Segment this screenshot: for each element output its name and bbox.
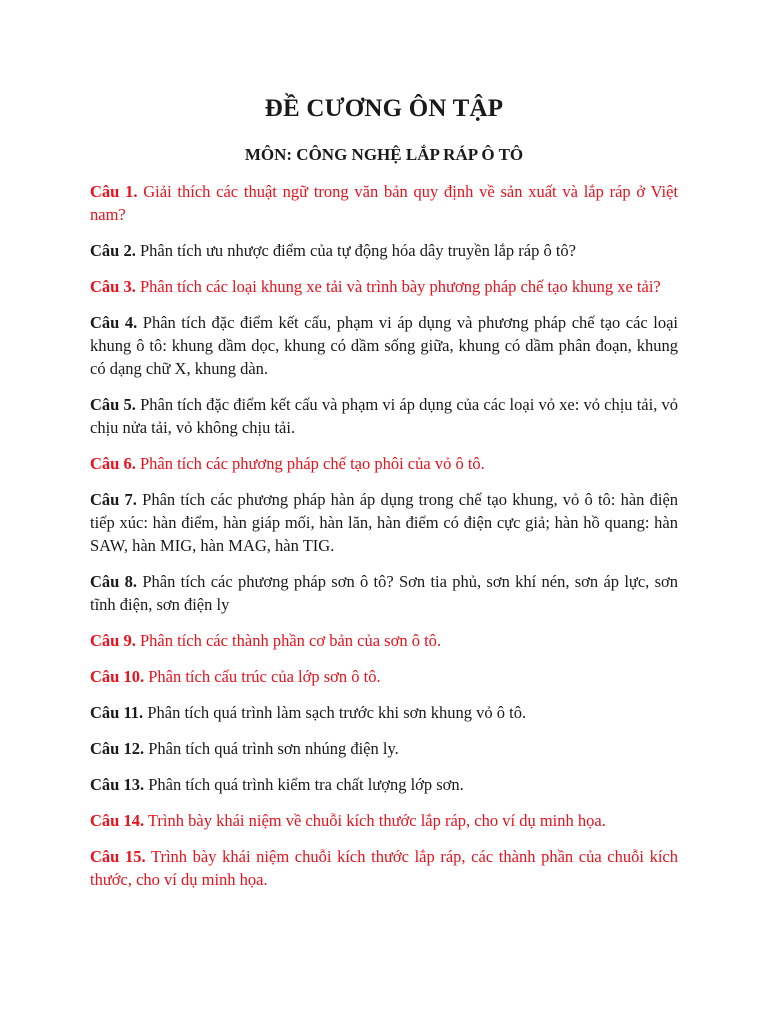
question-11 xyxy=(90,701,678,724)
question-label: Câu 2. xyxy=(90,241,136,260)
question-text: Phân tích các phương pháp sơn ô tô? Sơn tia phủ, sơn khí nén, sơn áp lực, sơn tĩnh điện, sơn điện ly xyxy=(90,572,679,614)
question-label: Câu 3. xyxy=(90,277,136,296)
question-text: Phân tích quá trình kiểm tra chất lượng lớp sơn. xyxy=(148,775,464,794)
question-9 xyxy=(90,629,678,652)
question-text: Phân tích đặc điểm kết cấu, phạm vi áp dụng và phương pháp chế tạo các loại khung ô tô: khung dầm dọc, khung có dầm sống giữa, khung có dầm phân đoạn, khung có dạng chữ X, khung dàn. xyxy=(90,313,679,378)
question-15 xyxy=(90,845,678,891)
question-14 xyxy=(90,809,678,832)
question-label: Câu 15. xyxy=(90,847,146,866)
question-label: Câu 11. xyxy=(90,703,144,722)
question-4 xyxy=(90,311,678,380)
question-list xyxy=(90,180,678,891)
question-label: Câu 4. xyxy=(90,313,138,332)
question-12 xyxy=(90,737,678,760)
question-text: Phân tích quá trình làm sạch trước khi sơn khung vỏ ô tô. xyxy=(147,703,527,722)
question-10 xyxy=(90,665,678,688)
question-label: Câu 10. xyxy=(90,667,145,686)
question-6 xyxy=(90,452,678,475)
question-1 xyxy=(90,180,678,226)
question-text: Phân tích đặc điểm kết cấu và phạm vi áp dụng của các loại vỏ xe: vỏ chịu tải, vỏ chịu nửa tải, vỏ không chịu tải. xyxy=(90,395,679,437)
document-subtitle: MÔN: CÔNG NGHỆ LẮP RÁP Ô TÔ xyxy=(244,145,524,164)
question-text: Phân tích các phương pháp hàn áp dụng trong chế tạo khung, vỏ ô tô: hàn điện tiếp xúc: hàn điểm, hàn giáp mối, hàn lăn, hàn điểm có điện cực giả; hàn hồ quang: hàn SAW, hàn MIG, hàn MAG, hàn TIG. xyxy=(90,490,679,555)
question-label: Câu 13. xyxy=(90,775,145,794)
question-text: Trình bày khái niệm chuỗi kích thước lắp ráp, các thành phần của chuỗi kích thước, cho ví dụ minh họa. xyxy=(90,847,679,889)
question-7 xyxy=(90,488,678,557)
question-text: Giải thích các thuật ngữ trong văn bản quy định về sản xuất và lắp ráp ở Việt nam? xyxy=(90,182,679,224)
question-label: Câu 9. xyxy=(90,631,136,650)
question-2 xyxy=(90,239,678,262)
question-label: Câu 6. xyxy=(90,454,136,473)
question-text: Trình bày khái niệm về chuỗi kích thước lắp ráp, cho ví dụ minh họa. xyxy=(147,811,606,830)
question-13 xyxy=(90,773,678,796)
question-5 xyxy=(90,393,678,439)
question-label: Câu 8. xyxy=(90,572,138,591)
question-text: Phân tích cấu trúc của lớp sơn ô tô. xyxy=(148,667,381,686)
question-3 xyxy=(90,275,678,298)
question-label: Câu 7. xyxy=(90,490,137,509)
document-title: ĐỀ CƯƠNG ÔN TẬP xyxy=(264,95,504,122)
question-text: Phân tích các thành phần cơ bản của sơn ô tô. xyxy=(139,631,442,650)
question-label: Câu 14. xyxy=(90,811,145,830)
question-text: Phân tích các loại khung xe tải và trình bày phương pháp chế tạo khung xe tải? xyxy=(139,277,661,296)
question-8 xyxy=(90,570,678,616)
question-label: Câu 5. xyxy=(90,395,136,414)
question-text: Phân tích ưu nhược điểm của tự động hóa dây truyền lắp ráp ô tô? xyxy=(139,241,576,260)
question-label: Câu 1. xyxy=(90,182,138,201)
question-text: Phân tích các phương pháp chế tạo phôi của vỏ ô tô. xyxy=(139,454,485,473)
question-label: Câu 12. xyxy=(90,739,145,758)
question-text: Phân tích quá trình sơn nhúng điện ly. xyxy=(148,739,399,758)
